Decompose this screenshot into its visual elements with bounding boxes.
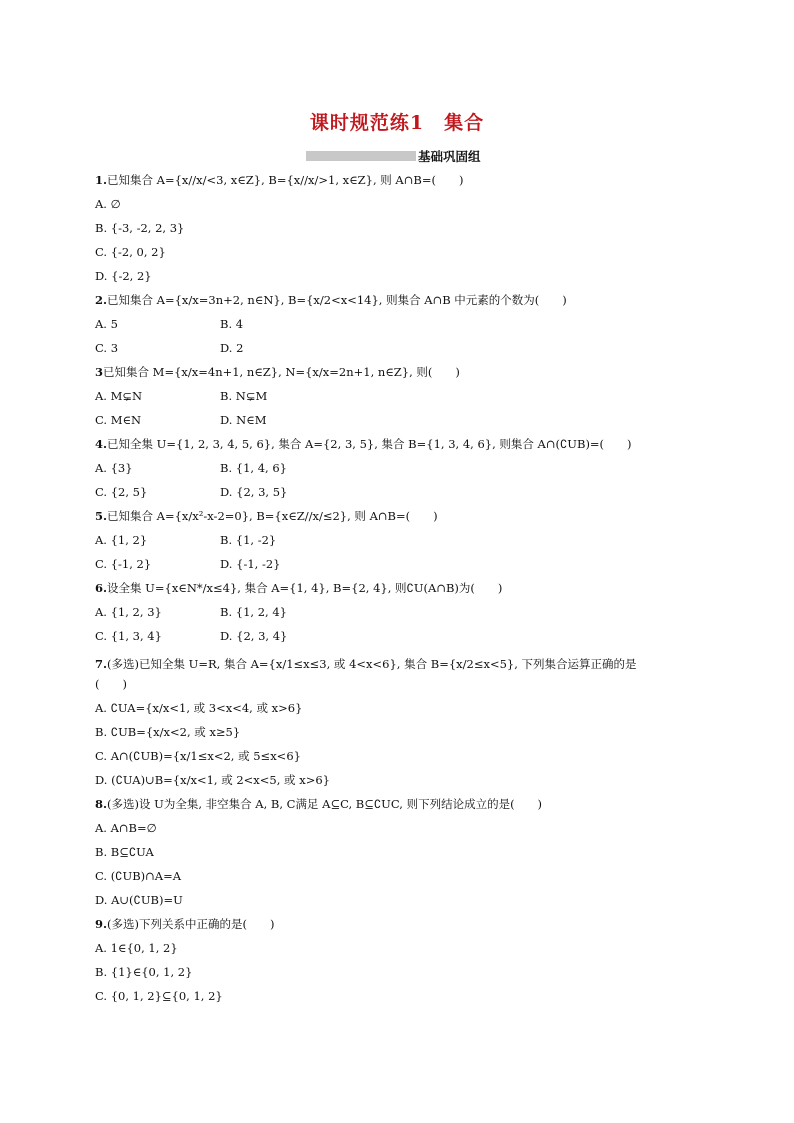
question-stem [95,508,705,532]
line-text: (多选)下列关系中正确的是( ) [107,917,275,931]
answer-option [95,676,705,700]
answer-option [95,556,705,580]
answer-option [95,964,705,988]
option-text: D. {2, 3, 4} [220,629,288,643]
answer-option [95,844,705,868]
option-text: D. {2, 3, 5} [220,485,288,499]
line-text: B. B⊆∁UA [95,845,154,859]
option-text: B. N⊊M [220,389,268,403]
line-text: B. {1}∈{0, 1, 2} [95,965,193,979]
answer-option [95,868,705,892]
section-label: 基础巩固组 [418,149,481,164]
section-bar [306,151,416,161]
line-text: 已知全集 U={1, 2, 3, 4, 5, 6}, 集合 A={2, 3, 5}, 集合 B={1, 3, 4, 6}, 则集合 A∩(∁UB)=( ) [107,437,632,451]
answer-option [95,628,705,652]
option-text: C. 3 [95,341,119,355]
line-text: C. A∩(∁UB)={x/1≤x<2, 或 5≤x<6} [95,749,301,763]
line-text: D. A∪(∁UB)=U [95,893,183,907]
answer-option [95,340,705,364]
option-text: C. M∈N [95,413,142,427]
answer-option [95,220,705,244]
line-text: A. ∁UA={x/x<1, 或 3<x<4, 或 x>6} [95,701,303,715]
question-stem [95,796,705,820]
option-text: B. {1, 2, 4} [220,605,287,619]
line-text: B. ∁UB={x/x<2, 或 x≥5} [95,725,241,739]
answer-option [95,700,705,724]
option-text: B. 4 [220,317,244,331]
line-text: D. {-2, 2} [95,269,152,283]
line-text: C. (∁UB)∩A=A [95,869,182,883]
question-number: 2. [95,293,108,307]
option-text: A. 5 [95,317,118,331]
section-header [306,148,481,164]
line-text: 已知集合 A={x//x/<3, x∈Z}, B={x//x/>1, x∈Z}, 则 A∩B=( ) [107,173,464,187]
answer-option [95,604,705,628]
question-number: 9. [95,917,108,931]
question-number: 3 [95,365,104,379]
line-text: (多选)已知全集 U=R, 集合 A={x/1≤x≤3, 或 4<x<6}, 集合 B={x/2≤x<5}, 下列集合运算正确的是 [107,657,637,671]
line-text: A. A∩B=∅ [95,821,157,835]
page-title: 课时规范练1 集合 [309,112,485,134]
option-text: C. {-1, 2} [95,557,152,571]
answer-option [95,316,705,340]
answer-option [95,892,705,916]
option-text: A. M⊊N [95,389,143,403]
line-text: C. {-2, 0, 2} [95,245,166,259]
question-stem [95,436,705,460]
question-number: 6. [95,581,108,595]
option-text: D. N∈M [220,413,267,427]
option-text: C. {1, 3, 4} [95,629,162,643]
line-text: 已知集合 A={x/x²-x-2=0}, B={x∈Z//x/≤2}, 则 A∩B=( ) [107,509,438,523]
answer-option [95,820,705,844]
line-text: C. {0, 1, 2}⊆{0, 1, 2} [95,989,223,1003]
line-text: A. 1∈{0, 1, 2} [95,941,178,955]
line-text: B. {-3, -2, 2, 3} [95,221,185,235]
line-text: 已知集合 A={x/x=3n+2, n∈N}, B={x/2<x<14}, 则集合 A∩B 中元素的个数为( ) [107,293,567,307]
question-stem [95,292,705,316]
question-number: 8. [95,797,108,811]
question-stem [95,580,705,604]
option-text: B. {1, 4, 6} [220,461,287,475]
answer-option [95,748,705,772]
question-stem [95,172,705,196]
answer-option [95,460,705,484]
option-text: A. {1, 2} [95,533,148,547]
line-text: ( ) [95,677,127,691]
answer-option [95,196,705,220]
question-number: 4. [95,437,108,451]
option-text: D. {-1, -2} [220,557,281,571]
answer-option [95,268,705,292]
line-text: 设全集 U={x∈N*/x≤4}, 集合 A={1, 4}, B={2, 4}, 则∁U(A∩B)为( ) [107,581,503,595]
option-text: C. {2, 5} [95,485,148,499]
question-number: 7. [95,657,108,671]
option-text: B. {1, -2} [220,533,277,547]
answer-option [95,388,705,412]
answer-option [95,724,705,748]
answer-option [95,412,705,436]
line-text: (多选)设 U为全集, 非空集合 A, B, C满足 A⊆C, B⊆∁UC, 则下列结论成立的是( ) [107,797,543,811]
answer-option [95,244,705,268]
line-text: D. (∁UA)∪B={x/x<1, 或 2<x<5, 或 x>6} [95,773,330,787]
line-text: 已知集合 M={x/x=4n+1, n∈Z}, N={x/x=2n+1, n∈Z}, 则( ) [103,365,460,379]
option-text: D. 2 [220,341,244,355]
option-text: A. {3} [95,461,133,475]
answer-option [95,988,705,1012]
answer-option [95,532,705,556]
question-stem [95,916,705,940]
answer-option [95,940,705,964]
question-stem [95,652,705,676]
answer-option [95,772,705,796]
question-number: 1. [95,173,108,187]
question-number: 5. [95,509,108,523]
line-text: A. ∅ [95,197,121,211]
answer-option [95,484,705,508]
question-list [95,172,705,1012]
option-text: A. {1, 2, 3} [95,605,162,619]
question-stem [95,364,705,388]
